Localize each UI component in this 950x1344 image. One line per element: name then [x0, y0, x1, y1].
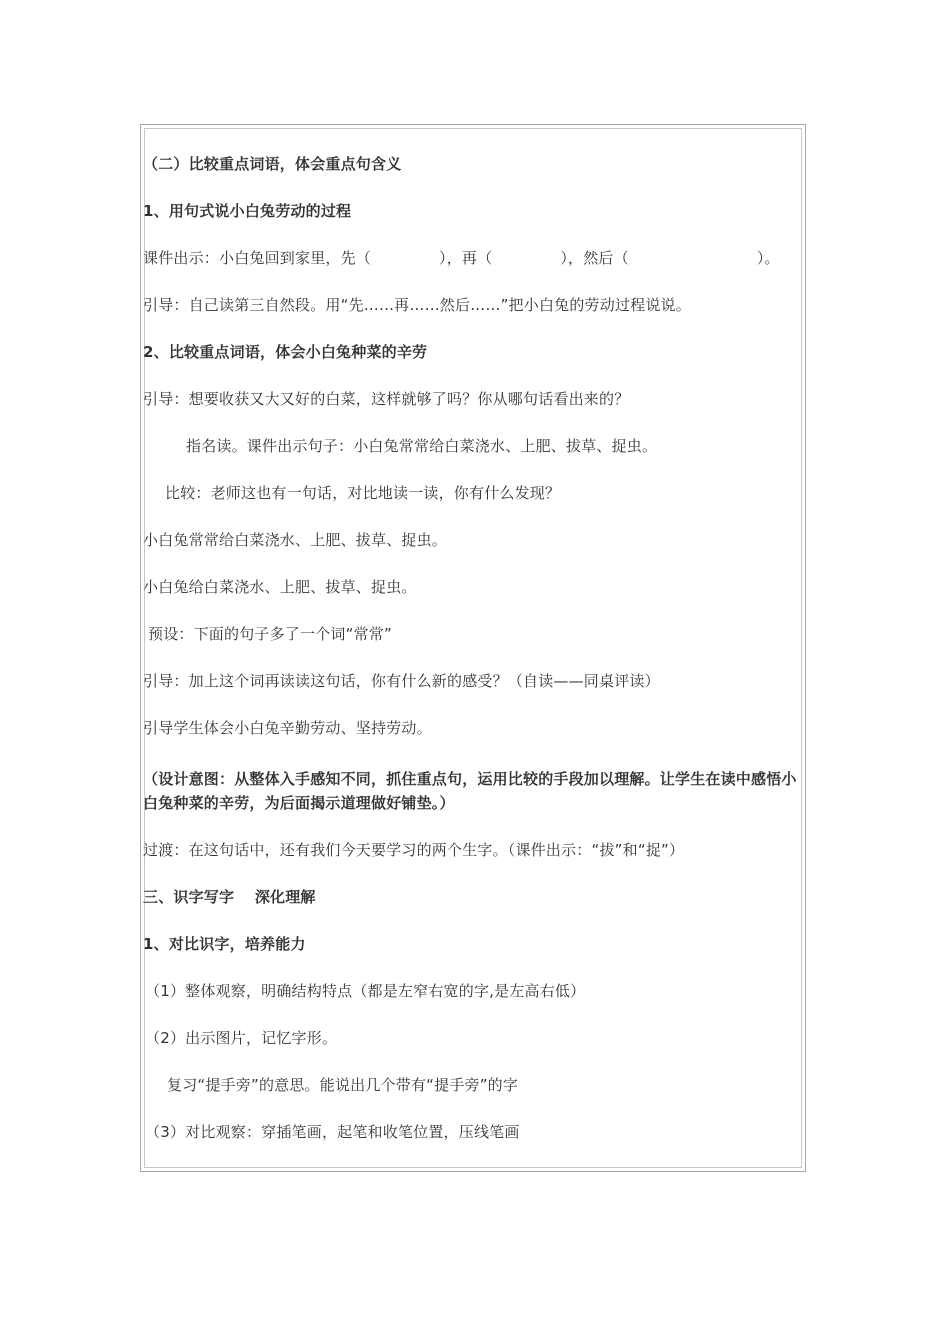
guide-new-feeling: 引导：加上这个词再读读这句话，你有什么新的感受？（自读——同桌评读） — [143, 672, 660, 690]
review-hand-radical: 复习“提手旁”的意思。能说出几个带有“提手旁”的字 — [167, 1076, 519, 1094]
design-intent: （设计意图：从整体入手感知不同，抓住重点句，运用比较的手段加以理解。让学生在读中感悟小白兔种菜的辛劳，为后面揭示道理做好铺垫。） — [143, 770, 797, 812]
item-3-contrast: （3）对比观察：穿插笔画，起笔和收笔位置，压线笔画 — [145, 1123, 520, 1141]
step-1-title: 1、用句式说小白兔劳动的过程 — [143, 202, 352, 220]
item-2-pictures: （2）出示图片，记忆字形。 — [145, 1029, 338, 1047]
sentence-with-changchang: 小白兔常常给白菜浇水、上肥、拔草、捉虫。 — [143, 531, 448, 549]
step-2-title: 2、比较重点词语，体会小白兔种菜的辛劳 — [143, 343, 428, 361]
read-by-name: 指名读。课件出示句子：小白兔常常给白菜浇水、上肥、拔草、捉虫。 — [186, 437, 658, 455]
guide-hard-work: 引导学生体会小白兔辛勤劳动、坚持劳动。 — [143, 719, 432, 737]
courseware-part-a: 课件出示：小白兔回到家里，先（ — [143, 249, 372, 267]
courseware-part-c: ），然后（ — [560, 249, 629, 267]
preset-answer: 预设：下面的句子多了一个词“常常” — [148, 625, 392, 643]
lesson-table-cell-inner-border — [144, 128, 802, 1168]
guide-question: 引导：想要收获又大又好的白菜，这样就够了吗？你从哪句话看出来的？ — [143, 390, 630, 408]
heading-compare-key-words: （二）比较重点词语，体会重点句含义 — [143, 155, 402, 173]
guide-read-paragraph-three: 引导：自己读第三自然段。用“先……再……然后……”把小白兔的劳动过程说说。 — [143, 296, 691, 314]
item-1-structure: （1）整体观察，明确结构特点（都是左窄右宽的字,是左高右低） — [145, 982, 586, 1000]
transition-new-characters: 过渡：在这句话中，还有我们今天要学习的两个生字。（课件出示：“拔”和“捉”） — [143, 841, 685, 859]
sentence-without-changchang: 小白兔给白菜浇水、上肥、拔草、捉虫。 — [143, 578, 417, 596]
sub-1-title: 1、对比识字，培养能力 — [143, 935, 306, 953]
courseware-part-b: ），再（ — [439, 249, 493, 267]
lesson-table-cell — [140, 124, 806, 1172]
compare-prompt: 比较：老师这也有一句话，对比地读一读，你有什么发现？ — [165, 484, 561, 502]
courseware-part-d: ）。 — [756, 249, 780, 267]
courseware-fill-in-sentence — [143, 246, 780, 270]
section-3-title: 三、识字写字 深化理解 — [143, 888, 316, 906]
